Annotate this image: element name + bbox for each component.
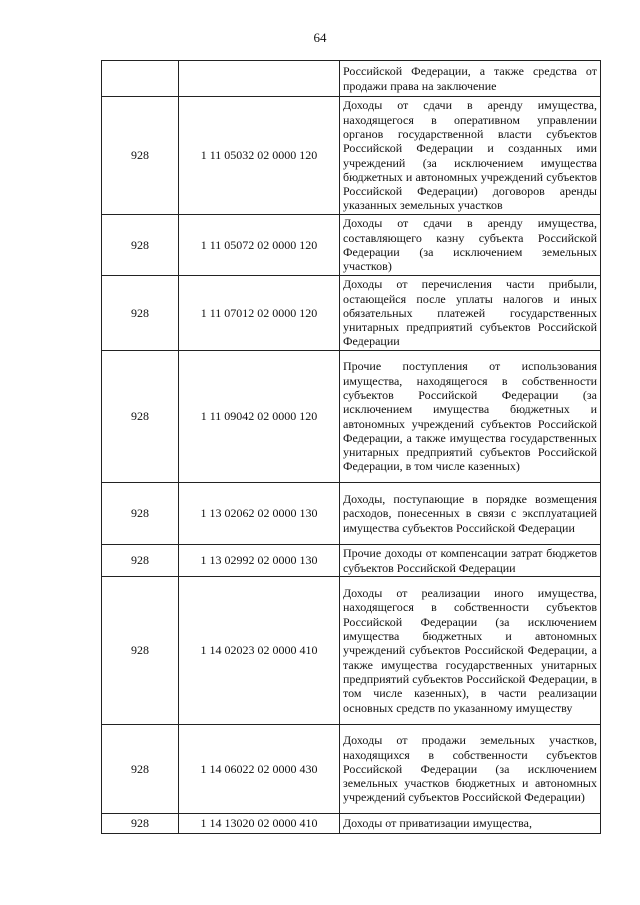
admin-code-cell: 928	[102, 351, 179, 483]
admin-code-cell: 928	[102, 483, 179, 545]
admin-code-cell: 928	[102, 725, 179, 814]
budget-code-cell	[179, 61, 340, 97]
page-number: 64	[313, 30, 327, 45]
table-row	[102, 545, 601, 577]
admin-code-cell: 928	[102, 577, 179, 725]
table-row	[102, 97, 601, 215]
description-cell: Доходы от сдачи в аренду имущества, составляющего казну субъекта Российской Федерации (за исключением земельных участков)	[340, 215, 601, 276]
table-row	[102, 483, 601, 545]
budget-code-cell: 1 14 06022 02 0000 430	[179, 725, 340, 814]
table-row	[102, 814, 601, 834]
table-row	[102, 61, 601, 97]
table-row	[102, 215, 601, 276]
description-cell: Доходы от сдачи в аренду имущества, находящегося в оперативном управлении органов государственной власти субъектов Российской Федерации и созданных ими учреждений (за исключением имущества бюджетных и автономных учреждений субъектов Российской Федерации) договоров аренды указанных земельных участков	[340, 97, 601, 215]
admin-code-cell	[102, 61, 179, 97]
description-cell: Прочие поступления от использования имущества, находящегося в собственности субъектов Российской Федерации (за исключением имущества бюджетных и автономных учреждений субъектов Российской Федерации, а также имущества государственных унитарных предприятий субъектов Российской Федерации, в том числе казенных)	[340, 351, 601, 483]
admin-code-cell: 928	[102, 814, 179, 834]
budget-code-cell: 1 11 05032 02 0000 120	[179, 97, 340, 215]
description-cell: Доходы от перечисления части прибыли, остающейся после уплаты налогов и иных обязательных платежей государственных унитарных предприятий субъектов Российской Федерации	[340, 276, 601, 351]
table-row	[102, 577, 601, 725]
admin-code-cell: 928	[102, 545, 179, 577]
description-cell: Доходы от реализации иного имущества, находящегося в собственности субъектов Российской Федерации (за исключением имущества бюджетных и автономных учреждений субъектов Российской Федерации, а также имущества государственных унитарных предприятий субъектов Российской Федерации, в том числе казенных), в части реализации основных средств по указанному имуществу	[340, 577, 601, 725]
budget-code-cell: 1 14 13020 02 0000 410	[179, 814, 340, 834]
table-row	[102, 276, 601, 351]
description-cell: Доходы от продажи земельных участков, находящихся в собственности субъектов Российской Федерации (за исключением земельных участков бюджетных и автономных учреждений субъектов Российской Федерации)	[340, 725, 601, 814]
budget-code-cell: 1 11 07012 02 0000 120	[179, 276, 340, 351]
budget-code-cell: 1 13 02062 02 0000 130	[179, 483, 340, 545]
budget-code-cell: 1 13 02992 02 0000 130	[179, 545, 340, 577]
admin-code-cell: 928	[102, 276, 179, 351]
description-cell: Прочие доходы от компенсации затрат бюджетов субъектов Российской Федерации	[340, 545, 601, 577]
description-cell: Доходы от приватизации имущества,	[340, 814, 601, 834]
budget-code-cell: 1 11 09042 02 0000 120	[179, 351, 340, 483]
admin-code-cell: 928	[102, 215, 179, 276]
table-row	[102, 351, 601, 483]
budget-code-cell: 1 11 05072 02 0000 120	[179, 215, 340, 276]
table-row	[102, 725, 601, 814]
budget-code-cell: 1 14 02023 02 0000 410	[179, 577, 340, 725]
revenue-classification-table	[101, 60, 601, 834]
admin-code-cell: 928	[102, 97, 179, 215]
description-cell: Доходы, поступающие в порядке возмещения расходов, понесенных в связи с эксплуатацией имущества субъектов Российской Федерации	[340, 483, 601, 545]
description-cell: Российской Федерации, а также средства от продажи права на заключение	[340, 61, 601, 97]
